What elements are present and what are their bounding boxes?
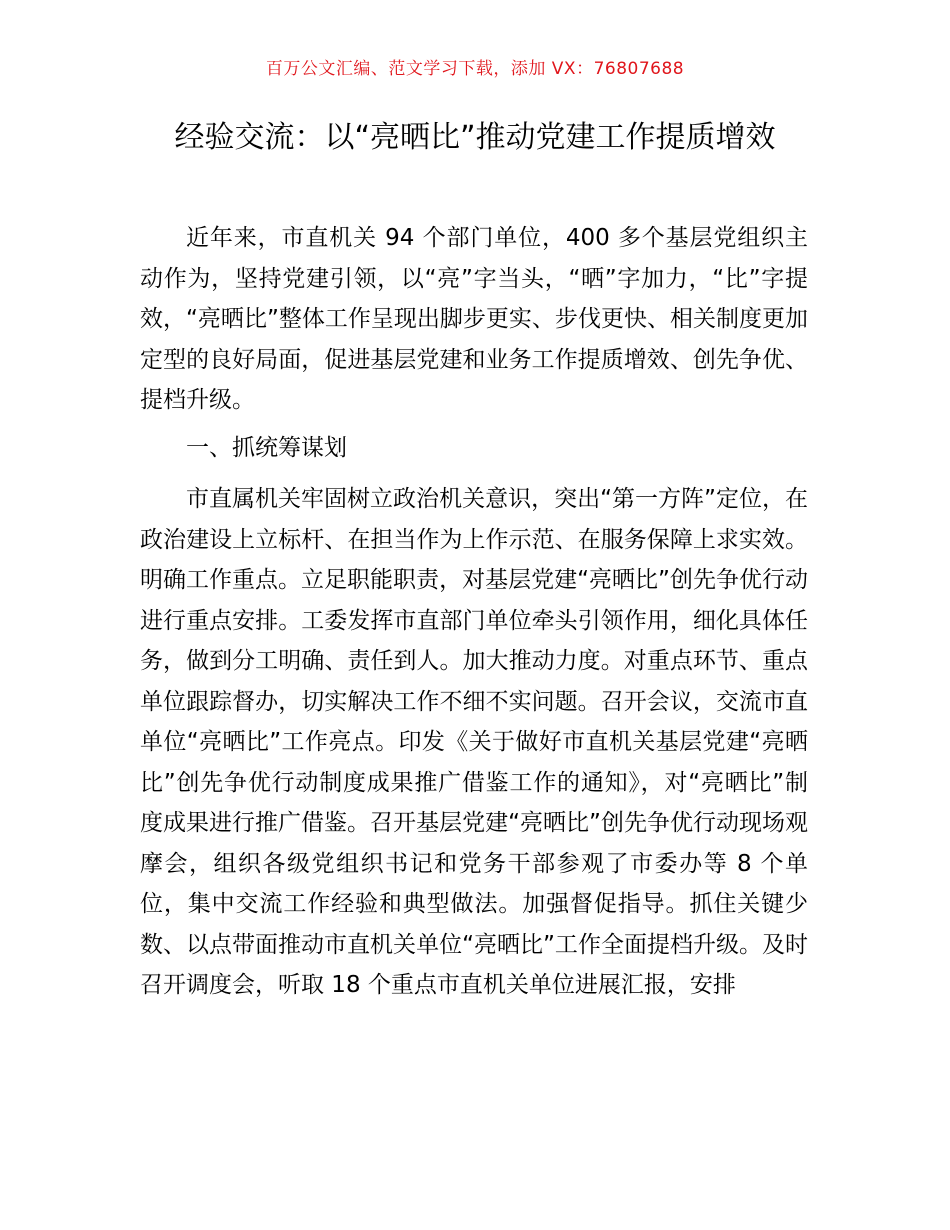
- document-title: 经验交流：以“亮晒比”推动党建工作提质增效: [174, 120, 776, 155]
- paragraph-intro: 近年来，市直机关 94 个部门单位，400 多个基层党组织主动作为，坚持党建引领，以“亮”字当头，“晒”字加力，“比”字提效，“亮晒比”整体工作呈现出脚步更实、步伐更快、相关制度更加定型的良好局面，促进基层党建和业务工作提质增效、创先争优、提档升级。: [140, 225, 808, 413]
- paragraph-section-one: 市直属机关牢固树立政治机关意识，突出“第一方阵”定位，在政治建设上立标杆、在担当作为上作示范、在服务保障上求实效。明确工作重点。立足职能职责，对基层党建“亮晒比”创先争优行动进行重点安排。工委发挥市直部门单位牵头引领作用，细化具体任务，做到分工明确、责任到人。加大推动力度。对重点环节、重点单位跟踪督办，切实解决工作不细不实问题。召开会议，交流市直单位“亮晒比”工作亮点。印发《关于做好市直机关基层党建“亮晒比”创先争优行动制度成果推广借鉴工作的通知》，对“亮晒比”制度成果进行推广借鉴。召开基层党建“亮晒比”创先争优行动现场观摩会，组织各级党组织书记和党务干部参观了市委办等 8 个单位，集中交流工作经验和典型做法。加强督促指导。抓住关键少数、以点带面推动市直机关单位“亮晒比”工作全面提档升级。及时召开调度会，听取 18 个重点市直机关单位进展汇报，安排: [140, 486, 808, 998]
- header-banner: 百万公文汇编、范文学习下载，添加 VX：76807688: [265, 59, 685, 79]
- section-heading: 一、抓统筹谋划: [186, 434, 347, 461]
- document-body: [140, 218, 808, 1006]
